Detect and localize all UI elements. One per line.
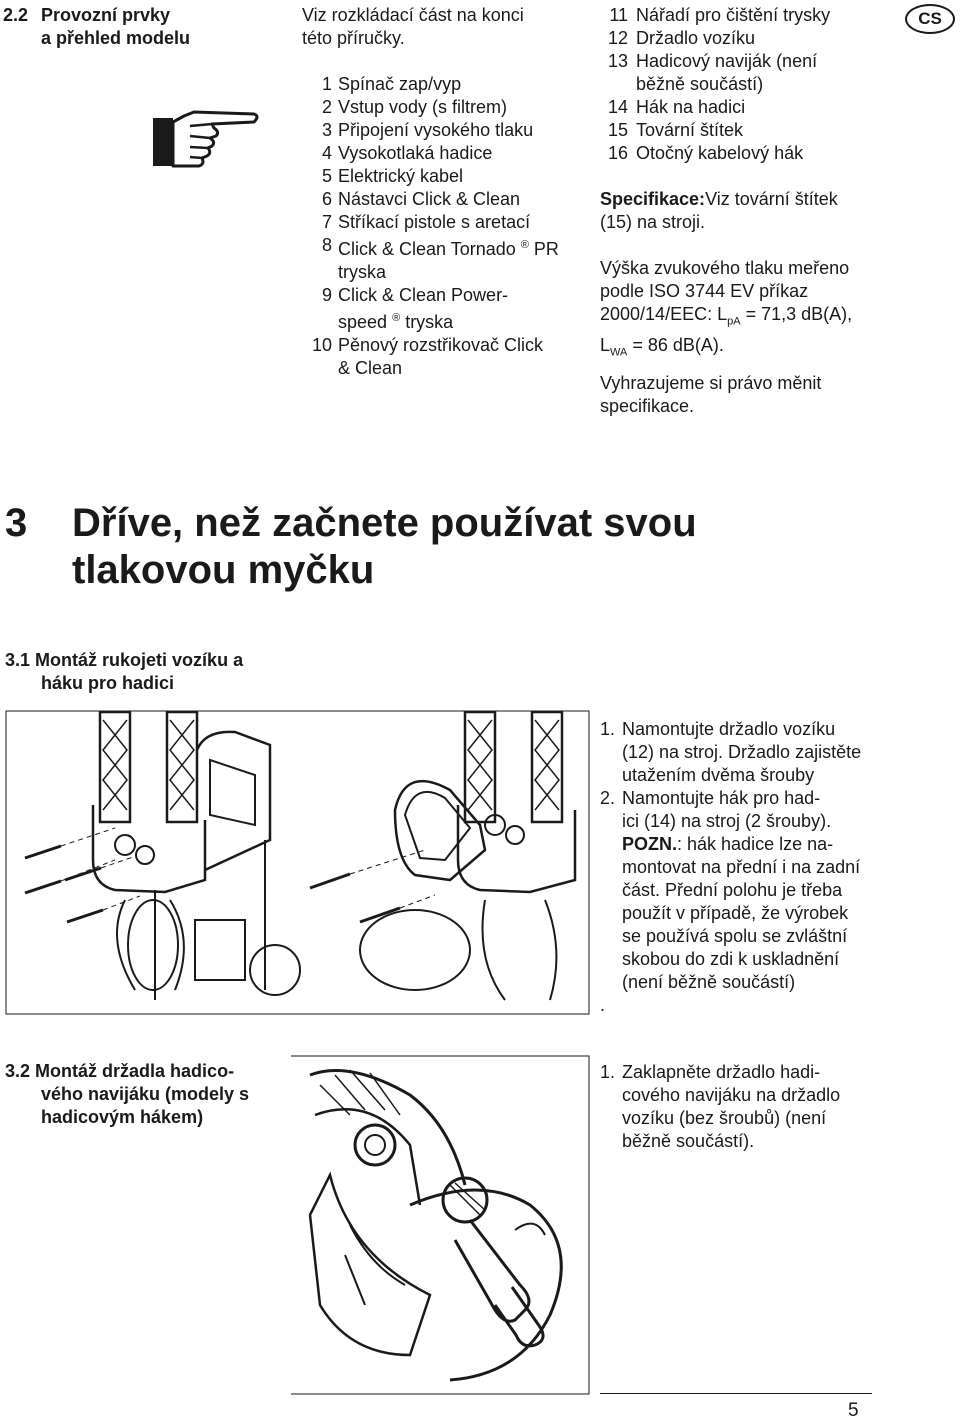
item-number: 3 xyxy=(321,120,332,140)
section-heading-3-1 xyxy=(5,649,243,695)
section-title-line: a přehled modelu xyxy=(41,28,191,48)
parts-list-1 xyxy=(302,73,594,380)
step-line: se používá spolu se zvláštní xyxy=(622,926,848,946)
language-badge: CS xyxy=(905,4,955,34)
list-item xyxy=(600,73,890,96)
reserve-line: specifikace. xyxy=(600,396,695,416)
step-number: 1. xyxy=(600,719,616,739)
registered-mark: ® xyxy=(520,239,529,251)
item-text-part: tryska xyxy=(405,312,454,332)
section-heading-line: hadicovým hákem) xyxy=(41,1107,204,1127)
section-number: 3.1 xyxy=(5,650,31,670)
note-label: POZN. xyxy=(622,834,678,854)
step-line: skobou do zdi k uskladnění xyxy=(622,949,840,969)
list-item xyxy=(302,334,594,357)
item-number: 9 xyxy=(321,285,332,305)
assembly-illustration-hose-reel-handle xyxy=(290,1055,590,1395)
list-item xyxy=(302,96,594,119)
section-title-2-2 xyxy=(41,4,190,50)
section-heading-3-2 xyxy=(5,1060,249,1129)
spec-label: Specifikace: xyxy=(600,189,706,209)
intro-line: Viz rozkládací část na konci xyxy=(302,5,524,25)
step-line: utažením dvěma šrouby xyxy=(622,765,815,785)
item-number: 11 xyxy=(609,5,628,25)
item-number xyxy=(600,73,636,96)
step-text xyxy=(622,787,900,994)
section-number: 3.2 xyxy=(5,1061,31,1081)
trailing-dot: . xyxy=(600,995,606,1015)
item-number: 6 xyxy=(321,189,332,209)
noise-text: 2000/14/EEC: L xyxy=(600,304,728,324)
list-item xyxy=(302,307,594,334)
item-text: Držadlo vozíku xyxy=(636,28,756,48)
list-item xyxy=(600,27,890,50)
noise-text: = 71,3 dB(A), xyxy=(745,304,853,324)
section-heading-line xyxy=(5,649,243,672)
item-text: Hák na hadici xyxy=(636,97,746,117)
item-text: Nářadí pro čištění trysky xyxy=(636,5,831,25)
item-number: 5 xyxy=(321,166,332,186)
item-text: Hadicový naviják (není xyxy=(636,51,818,71)
item-number-blank xyxy=(302,261,338,284)
chapter-title-line: Dříve, než začnete používat svou xyxy=(72,501,697,545)
page-number: 5 xyxy=(848,1400,859,1421)
spec-text: Viz tovární štítek xyxy=(705,189,838,209)
step-line: (není běžně součástí) xyxy=(622,972,796,992)
item-number: 2 xyxy=(321,97,332,117)
step-line: použít v případě, že výrobek xyxy=(622,903,849,923)
step-number: 2. xyxy=(600,788,616,808)
step-text xyxy=(622,1061,900,1153)
assembly-illustration-cart-handle xyxy=(5,710,590,1015)
list-item xyxy=(600,96,890,119)
spec-line: (15) na stroji. xyxy=(600,212,706,232)
item-number: 13 xyxy=(607,51,628,71)
item-text: Pěnový rozstřikovač Click xyxy=(338,335,544,355)
parts-list-2 xyxy=(600,4,890,165)
item-number: 12 xyxy=(607,28,628,48)
item-text: Elektrický kabel xyxy=(338,166,464,186)
item-text: Stříkací pistole s aretací xyxy=(338,212,531,232)
item-text-part: Click & Clean Tornado xyxy=(338,239,516,259)
list-item xyxy=(600,50,890,73)
item-number-blank xyxy=(302,307,338,334)
noise-text: L xyxy=(600,334,611,355)
chapter-heading xyxy=(5,500,697,592)
step-line: cového navijáku na držadlo xyxy=(622,1085,841,1105)
item-text: Nástavci Click & Clean xyxy=(338,189,521,209)
step xyxy=(600,718,900,787)
step-number: 1. xyxy=(600,1062,616,1082)
item-number: 4 xyxy=(321,143,332,163)
step-line: část. Přední polohu je třeba xyxy=(622,880,843,900)
item-number: 10 xyxy=(311,335,332,355)
step xyxy=(600,1061,900,1153)
item-number: 15 xyxy=(607,120,628,140)
step-line: montovat na přední i na zadní xyxy=(622,857,861,877)
registered-mark: ® xyxy=(392,312,401,324)
reserve-line: Vyhrazujeme si právo měnit xyxy=(600,373,822,393)
list-item xyxy=(302,284,594,307)
section-heading-line xyxy=(5,1060,249,1083)
step-line: (12) na stroj. Držadlo zajistěte xyxy=(622,742,862,762)
item-text xyxy=(338,307,594,334)
item-text xyxy=(338,234,594,261)
list-item xyxy=(302,261,594,284)
section-title-line: Provozní prvky xyxy=(41,5,171,25)
item-number: 7 xyxy=(321,212,332,232)
list-item xyxy=(302,119,594,142)
item-text: Otočný kabelový hák xyxy=(636,143,804,163)
spec-line xyxy=(600,188,900,211)
footer-rule xyxy=(600,1393,872,1394)
step-line: ici (14) na stroj (2 šrouby). xyxy=(622,811,832,831)
list-item xyxy=(302,142,594,165)
step-line xyxy=(622,833,900,856)
intro-line: této příručky. xyxy=(302,28,405,48)
item-text: Vstup vody (s filtrem) xyxy=(338,97,508,117)
noise-info xyxy=(600,257,900,364)
noise-line xyxy=(600,334,900,365)
item-text: Tovární štítek xyxy=(636,120,744,140)
item-text: Click & Clean Power- xyxy=(338,285,509,305)
parts-intro xyxy=(302,4,592,50)
step-line: vozíku (bez šroubů) (není xyxy=(622,1108,827,1128)
item-text: Připojení vysokého tlaku xyxy=(338,120,534,140)
item-number: 14 xyxy=(607,97,628,117)
step-line: Zaklapněte držadlo hadi- xyxy=(622,1062,821,1082)
list-item xyxy=(302,73,594,96)
section-number-2-2: 2.2 xyxy=(3,5,29,25)
step xyxy=(600,787,900,994)
pointing-hand-icon xyxy=(150,108,262,170)
noise-line: podle ISO 3744 EV příkaz xyxy=(600,281,809,301)
list-item xyxy=(302,188,594,211)
chapter-number: 3 xyxy=(5,501,28,545)
item-text-part: PR xyxy=(533,239,559,259)
note-text: : hák hadice lze na- xyxy=(677,834,834,854)
item-text: & Clean xyxy=(338,358,403,378)
item-text-part: speed xyxy=(338,312,388,332)
list-item xyxy=(600,4,890,27)
list-item xyxy=(600,142,890,165)
step-text xyxy=(622,718,900,787)
specifications xyxy=(600,188,900,234)
item-text: Vysokotlaká hadice xyxy=(338,143,493,163)
list-item xyxy=(600,119,890,142)
section-heading-line: vého navijáku (modely s xyxy=(41,1084,250,1104)
section-title: Montáž rukojeti vozíku a xyxy=(35,650,244,670)
noise-subscript: pA xyxy=(727,315,741,328)
step-line: běžně součástí). xyxy=(622,1131,755,1151)
list-item xyxy=(302,357,594,380)
noise-line xyxy=(600,303,900,334)
chapter-title-line: tlakovou myčku xyxy=(72,548,375,592)
item-number: 8 xyxy=(321,235,332,255)
item-number-blank xyxy=(302,357,338,380)
section-title: Montáž držadla hadico- xyxy=(35,1061,235,1081)
list-item xyxy=(302,234,594,261)
reservation-note xyxy=(600,372,900,418)
chapter-title xyxy=(72,500,872,594)
noise-subscript: WA xyxy=(610,346,628,359)
item-text: tryska xyxy=(338,262,387,282)
steps-3-1 xyxy=(600,718,900,1017)
item-text: Spínač zap/vyp xyxy=(338,74,462,94)
step-line: Namontujte hák pro had- xyxy=(622,788,821,808)
list-item xyxy=(302,211,594,234)
step-line: Namontujte držadlo vozíku xyxy=(622,719,836,739)
list-item xyxy=(302,165,594,188)
noise-text: = 86 dB(A). xyxy=(632,334,724,355)
noise-line: Výška zvukového tlaku meřeno xyxy=(600,258,850,278)
item-text: běžně součástí) xyxy=(636,74,764,94)
item-number: 1 xyxy=(321,74,332,94)
section-heading-line: háku pro hadici xyxy=(41,673,175,693)
steps-3-2 xyxy=(600,1061,900,1153)
item-number: 16 xyxy=(607,143,628,163)
